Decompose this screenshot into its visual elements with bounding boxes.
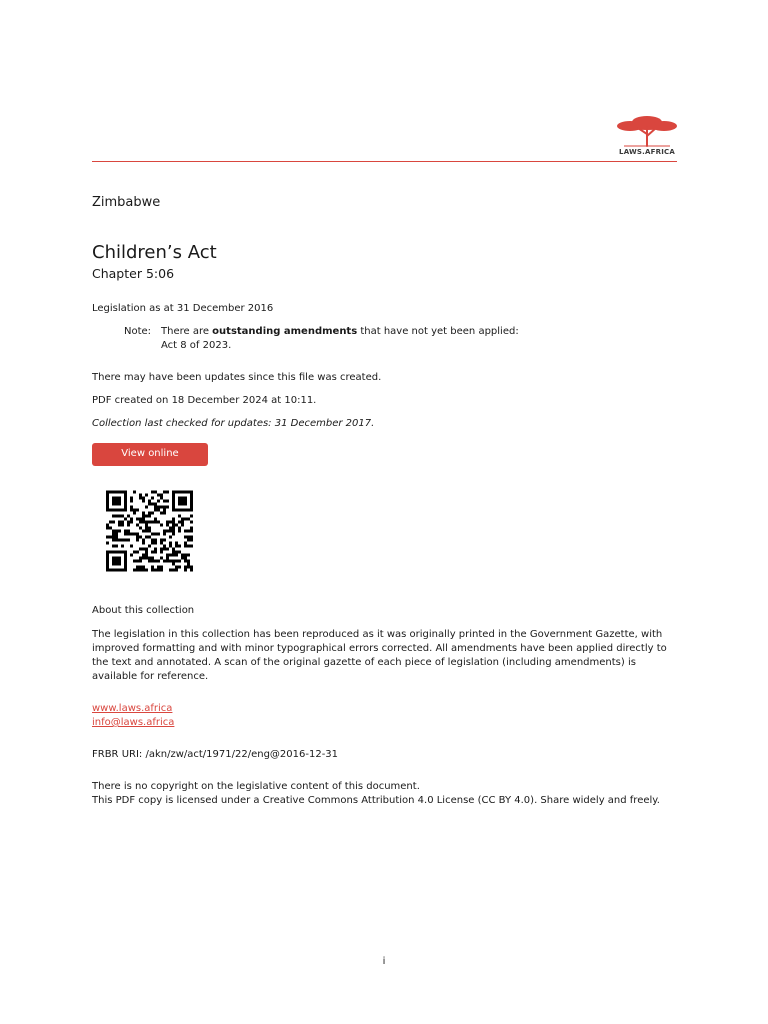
updates-notice: There may have been updates since this file was created. (92, 372, 382, 383)
about-text: The legislation in this collection has been reproduced as it was originally printed in the Government Gazette, with improved formatting and with minor typographical errors corrected. All amendments have been applied directly to the text and annotated. A scan of the original gazette of each piece of legislation (including amendments) is available for reference. (92, 629, 667, 682)
laws-africa-logo (614, 114, 680, 160)
license-notice: This PDF copy is licensed under a Creative Commons Attribution 4.0 License (CC BY 4.0). Share widely and freely. (92, 795, 660, 806)
page-number: i (382, 956, 386, 967)
chapter-label: Chapter 5:06 (92, 266, 175, 281)
frbr-uri: FRBR URI: /akn/zw/act/1971/22/eng@2016-12-31 (92, 749, 339, 760)
note-text-after: that have not yet been applied: (357, 326, 519, 337)
note-text-before: There are (161, 326, 213, 337)
email-link[interactable]: info@laws.africa (92, 717, 175, 728)
note-label: Note: (124, 326, 152, 337)
country-label: Zimbabwe (92, 195, 161, 210)
about-heading: About this collection (92, 605, 195, 616)
document-title: Children’s Act (92, 242, 217, 263)
collection-checked-date: Collection last checked for updates: 31 December 2017. (92, 418, 375, 429)
note-body (161, 325, 581, 353)
header-divider (92, 161, 677, 162)
qr-code-icon[interactable] (106, 490, 193, 572)
note-amendment: Act 8 of 2023. (161, 340, 232, 351)
pdf-created-date: PDF created on 18 December 2024 at 10:11. (92, 395, 317, 406)
logo-text: LAWS.AFRICA (619, 148, 675, 156)
acacia-tree-icon (614, 114, 680, 148)
legislation-date: Legislation as at 31 December 2016 (92, 303, 274, 314)
view-online-button[interactable]: View online (92, 443, 208, 466)
note-text-bold: outstanding amendments (212, 326, 358, 337)
copyright-notice: There is no copyright on the legislative content of this document. (92, 781, 420, 792)
website-link[interactable]: www.laws.africa (92, 703, 173, 714)
